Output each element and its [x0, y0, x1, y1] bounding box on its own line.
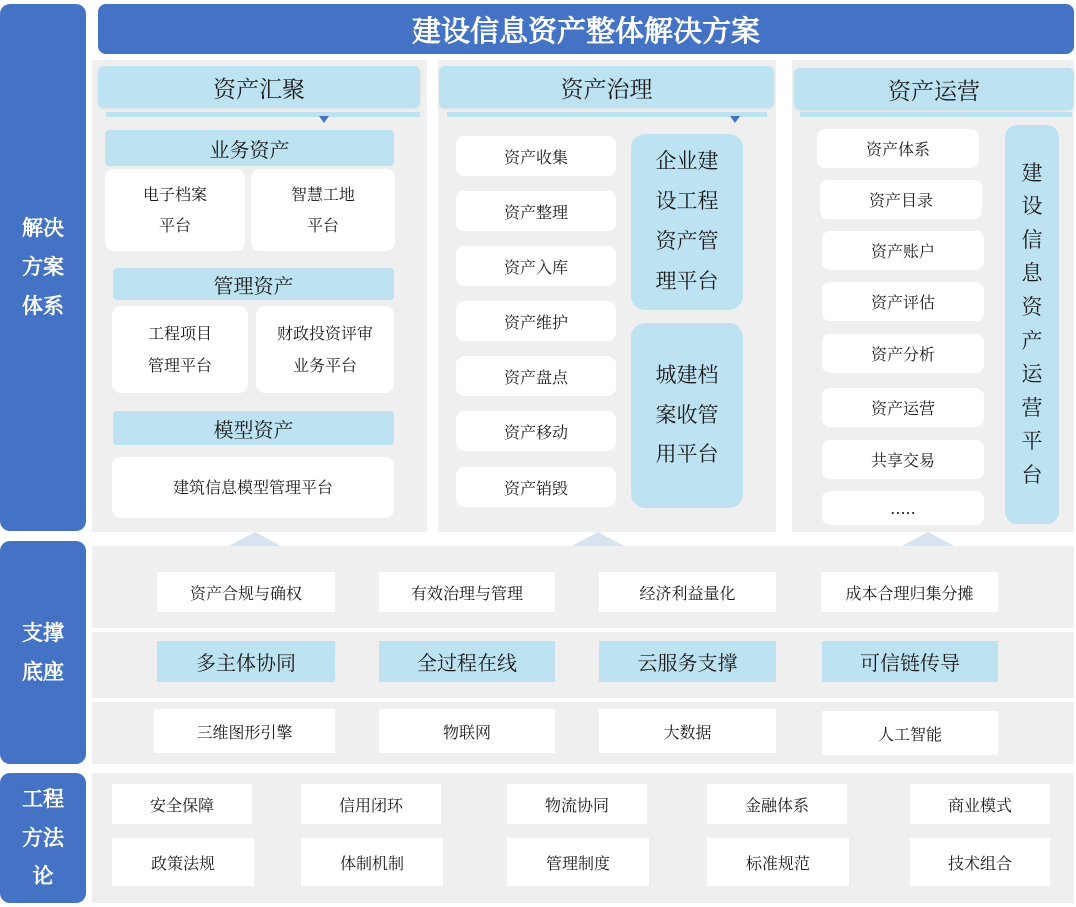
- standards-box: 标准规范: [707, 838, 849, 886]
- smart-site-platform-card: 智慧工地 平台: [251, 169, 395, 251]
- enterprise-asset-platform: 企业建 设工程 资产管 理平台: [631, 134, 743, 310]
- asset-organize-item: 资产整理: [456, 191, 616, 231]
- project-management-platform-card: 工程项目 管理平台: [112, 306, 248, 393]
- aggregation-arrow-icon: [319, 116, 329, 123]
- urban-archive-platform: 城建档 案收管 用平台: [631, 323, 743, 508]
- operation-divider: [800, 112, 1072, 117]
- support-base-label: 支撑 底座: [0, 541, 86, 764]
- asset-catalog-item: 资产目录: [820, 180, 982, 219]
- business-assets-header: 业务资产: [105, 130, 394, 166]
- multi-party-collaboration-box: 多主体协同: [157, 641, 335, 682]
- effective-governance-box: 有效治理与管理: [379, 572, 555, 612]
- business-model-box: 商业模式: [910, 784, 1050, 824]
- model-assets-header: 模型资产: [113, 411, 394, 445]
- policy-regulation-box: 政策法规: [112, 838, 254, 886]
- asset-account-item: 资产账户: [822, 231, 984, 270]
- financial-system-box: 金融体系: [707, 784, 847, 824]
- credit-loop-box: 信用闭环: [301, 784, 441, 824]
- trusted-chain-box: 可信链传导: [822, 641, 998, 682]
- aggregation-header: 资产汇聚: [98, 66, 420, 108]
- ai-box: 人工智能: [822, 711, 998, 755]
- cost-allocation-box: 成本合理归集分摊: [821, 572, 998, 612]
- aggregation-support-arrow-icon: [229, 532, 281, 546]
- engineering-methodology-label: 工程 方法 论: [0, 773, 86, 903]
- page-title: 建设信息资产整体解决方案: [98, 4, 1074, 54]
- governance-divider: [447, 112, 767, 117]
- governance-header: 资产治理: [439, 66, 774, 108]
- cloud-service-support-box: 云服务支撑: [599, 641, 776, 682]
- big-data-box: 大数据: [599, 709, 776, 753]
- electronic-archive-platform-card: 电子档案 平台: [105, 169, 245, 251]
- asset-transfer-item: 资产移动: [456, 411, 616, 451]
- asset-inventory-item: 资产盘点: [456, 356, 616, 396]
- logistics-collaboration-box: 物流协同: [507, 784, 647, 824]
- asset-storage-item: 资产入库: [456, 246, 616, 286]
- full-process-online-box: 全过程在线: [379, 641, 555, 682]
- info-asset-operation-platform: 建 设 信 息 资 产 运 营 平 台: [1005, 125, 1059, 524]
- iot-box: 物联网: [379, 709, 555, 753]
- aggregation-divider: [106, 112, 420, 117]
- asset-collect-item: 资产收集: [456, 136, 616, 176]
- asset-valuation-item: 资产评估: [822, 282, 984, 321]
- governance-arrow-icon: [730, 116, 740, 123]
- asset-analysis-item: 资产分析: [822, 334, 984, 373]
- management-assets-header: 管理资产: [113, 268, 394, 300]
- compliance-ownership-box: 资产合规与确权: [157, 572, 335, 612]
- asset-maintain-item: 资产维护: [456, 301, 616, 341]
- security-box: 安全保障: [112, 784, 252, 824]
- 3d-graphics-engine-box: 三维图形引擎: [154, 709, 335, 753]
- economic-quantification-box: 经济利益量化: [599, 572, 776, 612]
- asset-dispose-item: 资产销毁: [456, 467, 616, 507]
- operation-support-arrow-icon: [902, 532, 954, 546]
- more-items: .....: [822, 491, 984, 525]
- asset-operation-item: 资产运营: [822, 388, 984, 427]
- operation-header: 资产运营: [794, 68, 1074, 110]
- governance-support-arrow-icon: [572, 532, 624, 546]
- bim-management-platform-card: 建筑信息模型管理平台: [112, 457, 394, 518]
- institutional-mechanism-box: 体制机制: [301, 838, 443, 886]
- solution-system-label: 解决 方案 体系: [0, 4, 86, 531]
- management-system-box: 管理制度: [507, 838, 649, 886]
- technology-combination-box: 技术组合: [910, 838, 1050, 886]
- fiscal-investment-review-platform-card: 财政投资评审 业务平台: [256, 306, 394, 393]
- asset-system-item: 资产体系: [817, 129, 979, 168]
- shared-trading-item: 共享交易: [822, 440, 984, 479]
